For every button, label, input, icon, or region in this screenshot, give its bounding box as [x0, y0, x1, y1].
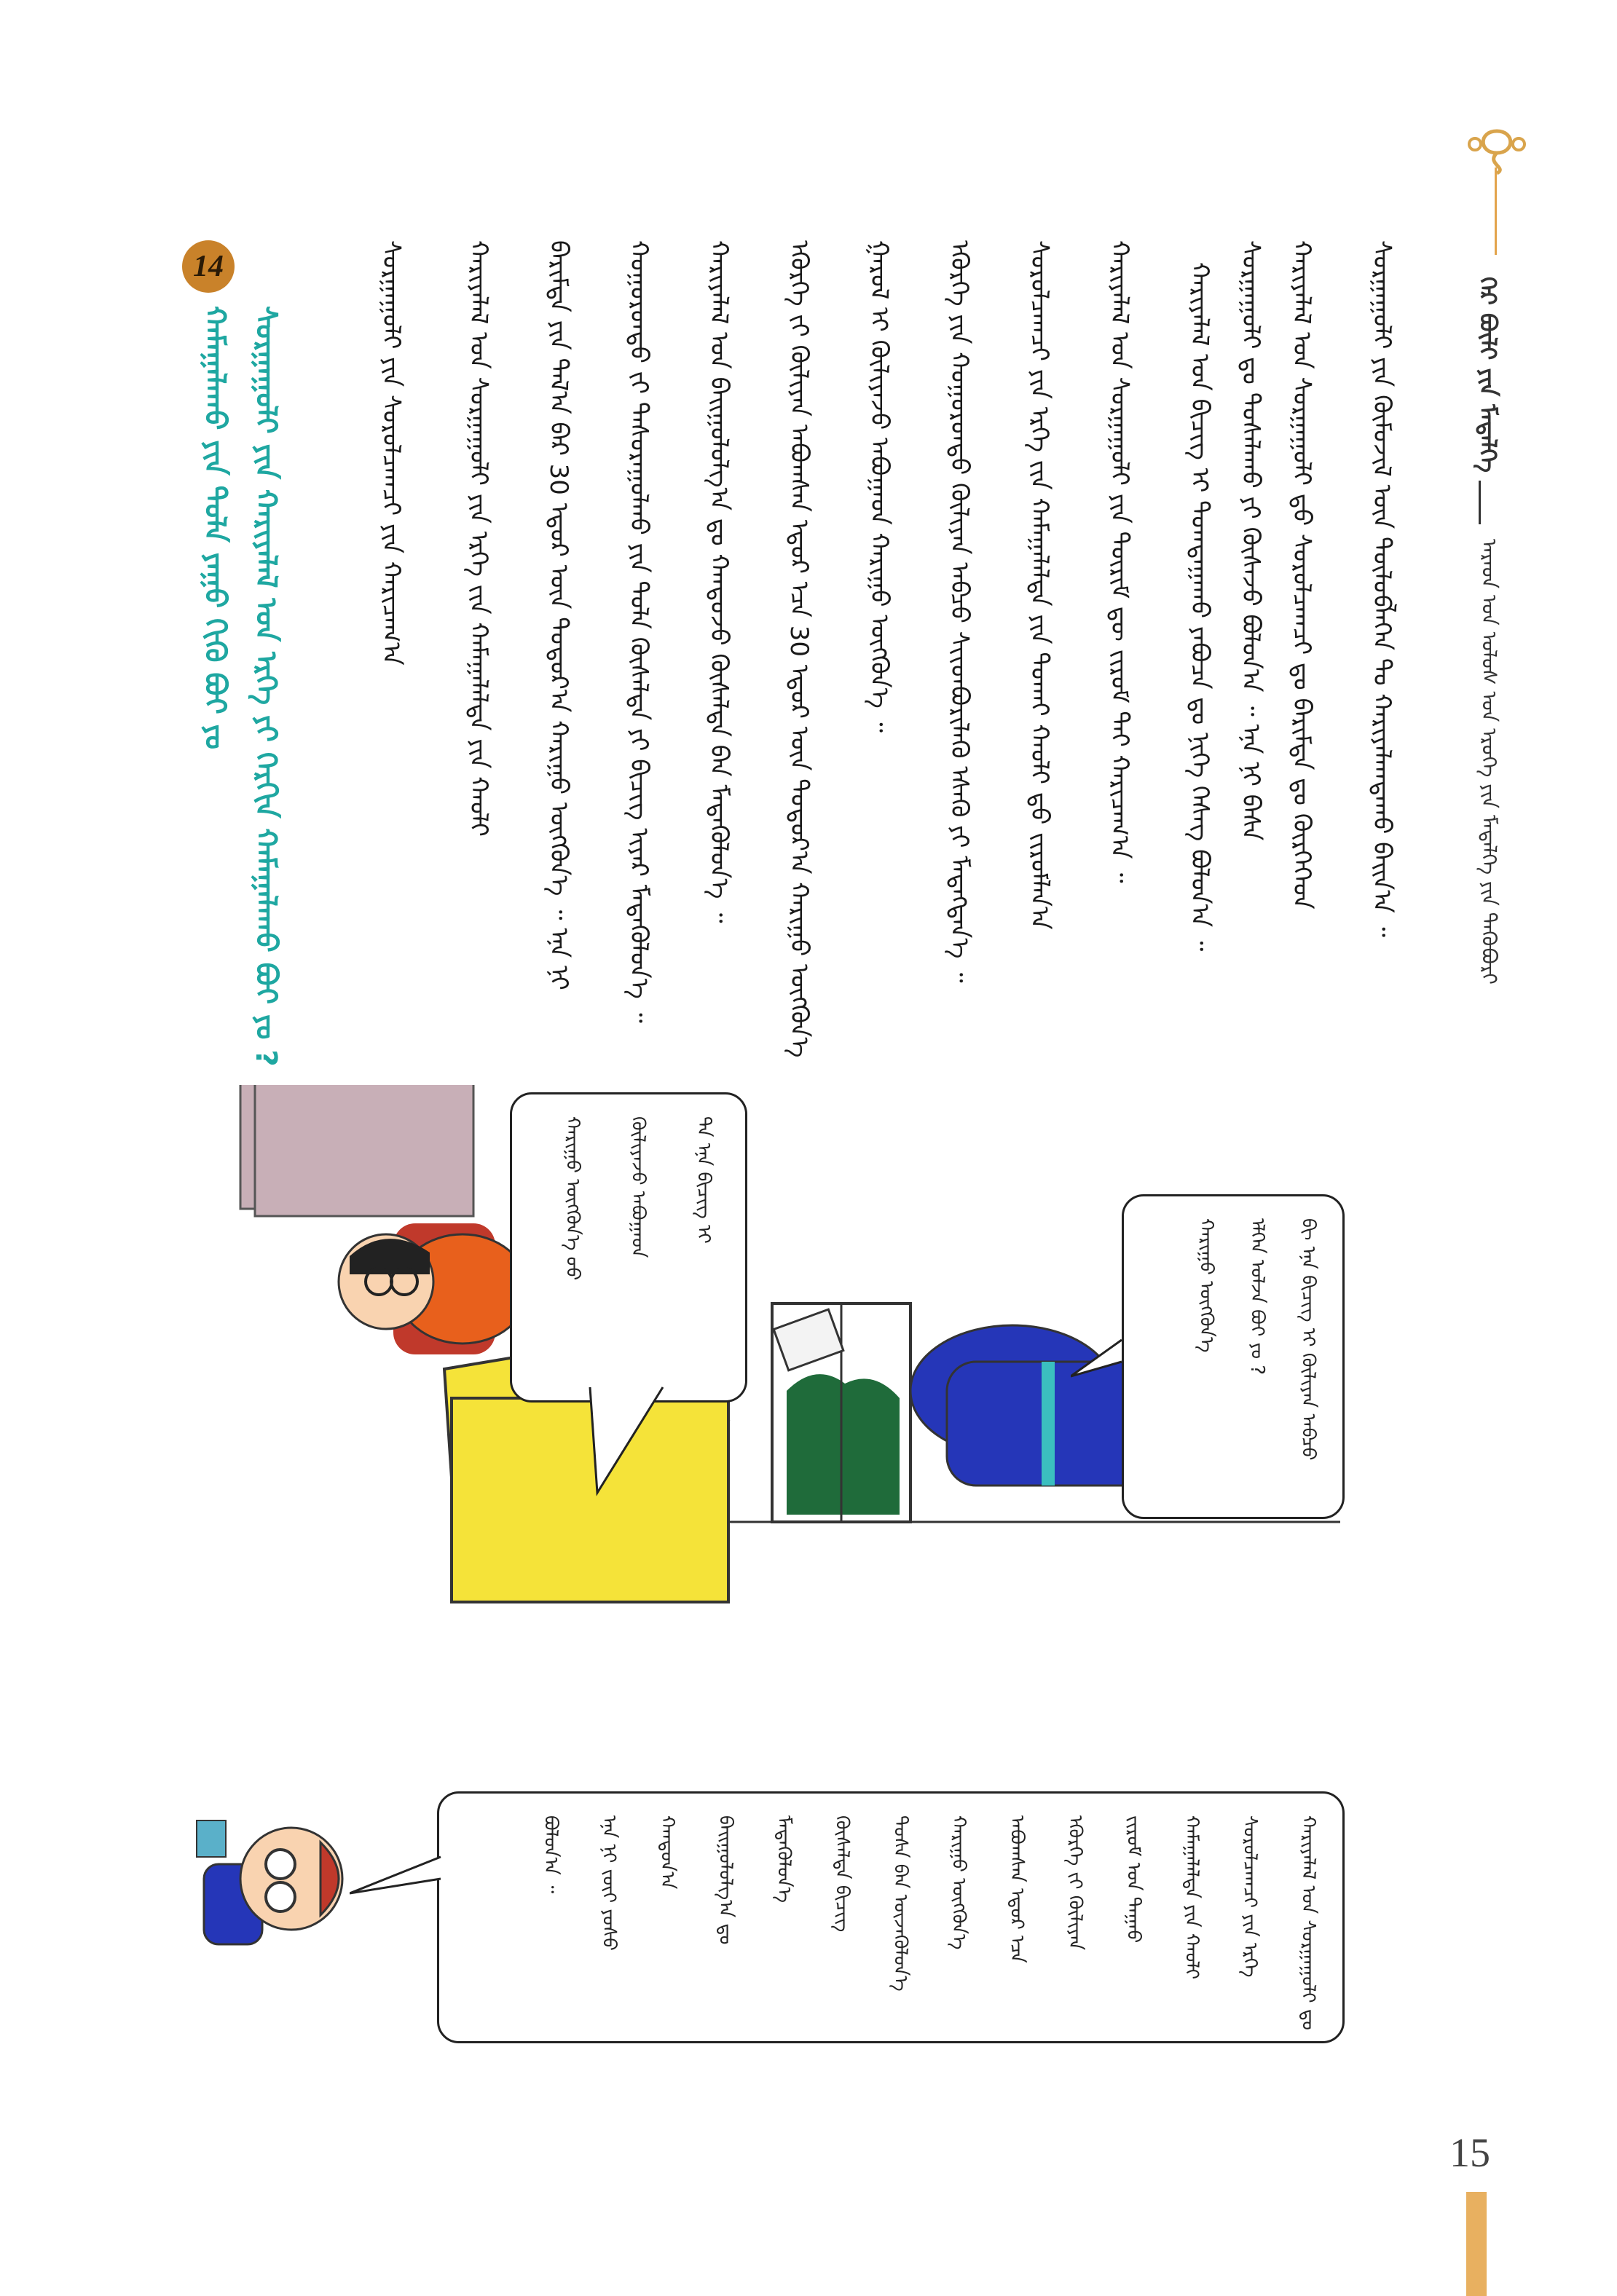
bubble-bottom-line-1: ᠬᠠᠷᠢᠶᠠᠯᠠᠯ ᠤᠨ ᠰᠤᠷᠭᠠᠭᠤᠯᠢ ᠳᠤ — [1297, 1815, 1319, 2030]
speech-bubble-bottom-tail — [350, 1850, 452, 1915]
question-text-line2: ᠬᠠᠮᠠᠭᠠᠯᠠᠬᠤ ᠶᠢᠨ ᠲᠤᠯᠠ ᠶᠠᠭᠤ ᠬᠢᠬᠦ ᠪᠤᠢ ᠶᠤ — [198, 306, 232, 750]
body-column-13: ᠬᠠᠷᠢᠶᠠᠯᠠᠯ ᠤᠨ ᠰᠤᠷᠭᠠᠭᠤᠯᠢ ᠶᠢᠨ ᠡᠷᠬᠡ ᠵᠢᠨ ᠬᠠᠮᠠᠭᠠᠯᠠᠯᠲᠠ ᠶᠢᠨ ᠬᠠᠤᠯᠢ — [464, 240, 493, 837]
body-column-11: ᠬᠣᠭᠣᠷᠣᠨᠳᠣ ᠵᠢ ᠲᠠᠰᠤᠷᠠᠭᠤᠯᠬᠤ ᠶᠢᠨ ᠲᠤᠯᠠ ᠬᠦᠰᠡᠯᠲᠡ ᠶᠢ ᠪᠢᠴᠢᠭ ᠢᠶᠡᠷ ᠮᠡᠳᠡᠭᠦᠯᠦᠨ᠎ᠡ ᠃ — [624, 240, 653, 1023]
bubble-bottom-line-7: ᠬᠠᠷᠢᠭᠤ ᠥᠭᠭᠦᠨ᠎ᠡ — [948, 1815, 969, 1950]
speech-bubble-right-tail — [1071, 1333, 1136, 1398]
body-column-3: ᠰᠤᠷᠭᠠᠭᠤᠯᠢ ᠳᠤ ᠲᠤᠰᠠᠯᠠᠬᠤ ᠶᠢ ᠬᠦᠰᠡᠵᠦ ᠪᠤᠯᠤᠨ᠎ᠠ ᠃ ᠡᠨᠡ ᠨᠢ ᠪᠠᠰᠠ — [1236, 240, 1265, 841]
body-column-5: ᠬᠠᠷᠢᠶᠠᠯᠠᠯ ᠤᠨ ᠰᠤᠷᠭᠠᠭᠤᠯᠢ ᠶᠢᠨ ᠳᠦᠷᠢᠮ ᠳᠦ ᠵᠢᠷᠤᠮ ᠲᠠᠢ ᠬᠠᠷᠢᠴᠠᠭ᠎ᠠ ᠃ — [1105, 240, 1134, 883]
boy-mascot-figure — [189, 1799, 357, 1959]
speech-bubble-middle-tail — [575, 1384, 692, 1500]
body-column-10: ᠬᠠᠷᠢᠶᠠᠯᠠᠯ ᠤᠨ ᠪᠠᠢᠭᠤᠯᠤᠯᠭ᠎ᠠ ᠳᠤ ᠬᠠᠨᠳᠤᠵᠤ ᠬᠦᠰᠡᠯᠲᠡ ᠪᠠᠨ ᠮᠡᠳᠡᠭᠦᠯᠦᠨ᠎ᠡ ᠃ — [704, 240, 733, 923]
bubble-bottom-line-13: ᠡᠨᠡ ᠨᠢ ᠵᠦᠢ ᠶᠤᠰᠤ — [598, 1815, 620, 1951]
body-column-8: ᠭᠠᠷᠤᠯ ᠢ ᠬᠦᠯᠢᠶᠡᠵᠦ ᠠᠪᠤᠭᠠᠳ ᠬᠠᠷᠢᠭᠤ ᠥᠭᠭᠦᠨ᠎ᠡ ᠃ — [865, 240, 894, 733]
bubble-middle-line-2: ᠬᠦᠯᠢᠶᠡᠵᠦ ᠠᠪᠤᠭᠠᠳ — [627, 1116, 649, 1258]
body-column-1: ᠰᠤᠷᠭᠠᠭᠤᠯᠢ ᠶᠢᠨ ᠬᠦᠮᠦᠵᠢᠯ ᠦᠨ ᠲᠥᠯᠦᠪᠯᠡᠭᠡᠨ ᠲᠤ ᠬᠠᠷᠢᠶᠠᠯᠠᠭᠳᠠᠬᠤ ᠪᠠᠢᠨ᠎ᠠ ᠃ — [1367, 240, 1396, 937]
bubble-bottom-line-3: ᠬᠠᠮᠠᠭᠠᠯᠠᠯᠲᠠ ᠶᠢᠨ ᠬᠠᠤᠯᠢ — [1181, 1815, 1203, 1980]
body-column-12: ᠪᠠᠷᠢᠮᠲᠠ ᠶᠢᠨ ᠲᠠᠯ᠎ᠠ ᠪᠠᠷ 30 ᠡᠳᠦᠷ ᠦᠨ ᠳᠣᠲᠣᠷ᠎ᠠ ᠬᠠᠷᠢᠭᠤ ᠥᠭᠭᠦᠨ᠎ᠡ ᠃ ᠡᠨᠡ ᠨᠢ — [544, 240, 573, 990]
bubble-right-line-1: ᠪᠢ ᠡᠨᠡ ᠪᠢᠴᠢᠭ ᠢ ᠬᠦᠯᠢᠶᠡᠨ ᠠᠪᠴᠤ — [1297, 1218, 1319, 1461]
speech-bubble-middle — [510, 1092, 747, 1403]
body-column-2: ᠬᠠᠷᠢᠶᠠᠯᠠᠯ ᠤᠨ ᠰᠤᠷᠭᠠᠭᠤᠯᠢ ᠳ᠋ᠤ ᠰᠤᠷᠤᠯᠴᠠᠭᠴᠢ ᠳᠤ ᠪᠠᠷᠢᠮᠲᠠ ᠳᠤ ᠬᠦᠷᠭᠡᠭᠡᠳ — [1287, 240, 1316, 910]
running-head-dash — [1479, 481, 1481, 524]
bubble-bottom-line-5: ᠡᠭᠦᠷᠭᠡ ᠵᠢ ᠬᠦᠯᠢᠶᠡᠨ — [1064, 1815, 1086, 1951]
bubble-bottom-line-11: ᠪᠠᠢᠭᠤᠯᠤᠯᠭ᠎ᠠ ᠳᠤ — [715, 1815, 736, 1945]
body-column-7: ᠡᠭᠦᠷᠭᠡ ᠶᠢᠨ ᠬᠣᠭᠣᠷᠣᠨᠳᠣ ᠬᠦᠯᠢᠶᠡᠨ ᠠᠪᠴᠤ ᠱᠢᠢᠳᠪᠦᠷᠢᠯᠡᠬᠦ ᠡᠰᠡᠬᠦ ᠶᠢ ᠮᠡᠳᠡᠭᠳᠡᠨ᠎ᠡ ᠃ — [945, 240, 974, 983]
bubble-bottom-line-10: ᠮᠡᠳᠡᠭᠦᠯᠦᠨ᠎ᠡ — [773, 1815, 795, 1904]
running-head-subtitle: ᠠᠷᠠᠳ ᠤᠨ ᠤᠯᠤᠰ ᠤᠨ ᠡᠷᠦᠬᠡ ᠶᠢᠨ ᠮᠡᠳᠡᠯᠭᠡ ᠶᠢᠨ ᠲᠡᠭᠦᠪᠦᠷᠢ — [1477, 539, 1501, 985]
bubble-bottom-line-8: ᠲᠤᠰᠠ ᠪᠠᠨ ᠦᠵᠡᠭᠦᠯᠦᠨ᠎ᠡ — [889, 1815, 911, 1992]
cabinet-icon — [240, 1085, 473, 1216]
body-column-4: ᠬᠠᠷᠢᠶᠠᠯᠠᠯ ᠤᠨ ᠪᠢᠴᠢᠭ ᠢ ᠲᠣᠭᠲᠠᠭᠠᠬᠤ ᠶᠠᠪᠤᠴᠠ ᠳᠤ ᠨᠢᠭᠡ ᠬᠡᠰᠡᠭ ᠪᠣᠯᠤᠨ᠎ᠠ ᠃ — [1185, 262, 1214, 952]
header-ornament-line — [1495, 167, 1497, 255]
question-text: ᠰᠤᠷᠭᠠᠭᠤᠯᠢ ᠶᠢᠨ ᠬᠠᠷᠢᠶᠠᠯᠠᠯ ᠤᠨ ᠡᠷᠬᠡ ᠶᠢ ᠬᠡᠷᠬᠢᠨ ᠬᠠᠮᠠᠭᠠᠯᠠᠬᠤ ᠪᠤᠢ ᠶᠤ ? — [249, 306, 283, 1067]
bubble-right-line-3: ᠬᠠᠷᠢᠭᠤ ᠥᠭᠭᠦᠨ᠎ᠡ — [1195, 1218, 1217, 1353]
bubble-right-line-2: ᠡᠯᠭᠡᠨ ᠤᠯᠵᠠ ᠪᠤᠢ ᠶᠤ ? — [1246, 1218, 1268, 1376]
page-edge-tab — [1466, 2192, 1487, 2296]
page-number: 15 — [1449, 2131, 1490, 2176]
bubble-bottom-line-14: ᠪᠤᠯᠤᠨ᠎ᠠ ᠃ — [540, 1815, 562, 1894]
header-ornament-icon — [1457, 124, 1537, 175]
speech-bubble-right — [1122, 1194, 1345, 1519]
bubble-bottom-line-12: ᠬᠠᠨᠳᠤᠨ᠎ᠠ — [656, 1815, 678, 1890]
bubble-bottom-line-4: ᠵᠢᠷᠤᠮ ᠤᠨ ᠳᠠᠭᠠᠤ — [1122, 1815, 1144, 1944]
bubble-bottom-line-2: ᠰᠤᠷᠤᠯᠴᠠᠭᠴᠢ ᠶᠢᠨ ᠡᠷᠬᠡ — [1239, 1815, 1261, 1978]
body-column-6: ᠰᠤᠷᠤᠯᠴᠠᠭᠴᠢ ᠶᠢᠨ ᠡᠷᠬᠡ ᠵᠢᠨ ᠬᠠᠮᠠᠭᠠᠯᠠᠯᠲᠠ ᠶᠢᠨ ᠲᠤᠬᠠᠢ ᠬᠠᠤᠯᠢ ᠳ᠋ᠤ ᠵᠢᠷᠤᠮᠯᠠᠨ᠎ᠠ — [1025, 240, 1054, 930]
seated-man-figure — [339, 1223, 528, 1354]
bubble-bottom-line-6: ᠠᠪᠤᠭᠰᠠᠨ ᠡᠳᠦᠷ ᠡᠴᠡ — [1006, 1815, 1028, 1963]
speech-bubble-bottom — [437, 1791, 1345, 2043]
body-column-9: ᠡᠭᠦᠷᠭᠡ ᠵᠢ ᠬᠦᠯᠢᠶᠡᠨ ᠠᠪᠤᠭᠰᠠᠨ ᠡᠳᠦᠷ ᠡᠴᠡ 30 ᠡᠳᠦᠷ ᠦᠨ ᠳᠣᠲᠣᠷ᠎ᠠ ᠬᠠᠷᠢᠭᠤ ᠥᠭᠭᠦᠨ᠎ᠡ — [784, 240, 814, 1058]
question-number-badge: 14 — [182, 240, 235, 293]
bubble-middle-line-3: ᠬᠠᠷᠢᠭᠤ ᠥᠭᠭᠦᠨ᠎ᠡ ᠦᠦ — [562, 1116, 583, 1281]
body-column-14: ᠰᠤᠷᠭᠠᠭᠤᠯᠢ ᠶᠢᠨ ᠰᠤᠷᠤᠯᠴᠠᠭᠴᠢ ᠶᠢᠨ ᠬᠠᠷᠢᠴᠠᠭ᠎ᠠ — [377, 240, 406, 666]
bubble-middle-line-1: ᠲᠠ ᠡᠨᠡ ᠪᠢᠴᠢᠭ ᠢ — [693, 1116, 715, 1244]
running-head-title: ᠭᠡᠷ ᠪᠦᠯᠢ ᠶᠢᠨ ᠮᠡᠳᠡᠯᠭᠡ — [1474, 277, 1502, 473]
bubble-bottom-line-9: ᠬᠦᠰᠡᠯᠲᠡ ᠪᠢᠴᠢᠭ — [831, 1815, 853, 1933]
